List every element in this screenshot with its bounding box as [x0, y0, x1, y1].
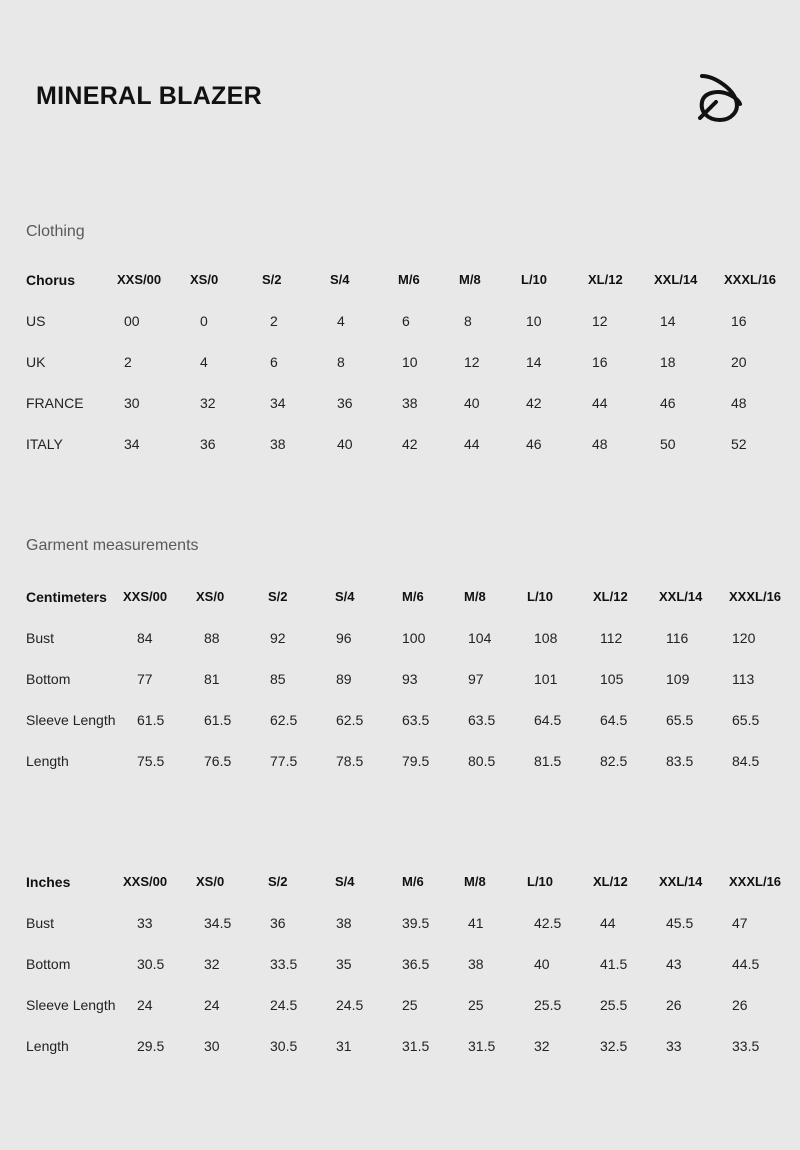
table-cell: 33.5: [270, 956, 298, 972]
table-cell: 16: [592, 354, 608, 370]
table-cell: 44: [464, 436, 480, 452]
table-cell: 18: [660, 354, 676, 370]
table-cell: 25: [468, 997, 484, 1013]
table-cell: 52: [731, 436, 747, 452]
table-cell: 81: [204, 671, 220, 687]
table-cell: 4: [200, 354, 208, 370]
table-cell: 64.5: [534, 712, 562, 728]
table-cell: 63.5: [468, 712, 496, 728]
table-cell: 32.5: [600, 1038, 628, 1054]
table-cell: 112: [600, 630, 623, 646]
table-cell: 30.5: [270, 1038, 298, 1054]
table-cell: 78.5: [336, 753, 364, 769]
size-header: XXL/14: [659, 589, 703, 604]
table-cell: 36: [337, 395, 353, 411]
size-header: S/4: [330, 272, 350, 287]
table-cell: 40: [464, 395, 480, 411]
table-row: [0, 436, 800, 477]
size-header: XS/0: [196, 874, 225, 889]
table-cell: 14: [526, 354, 542, 370]
table-cell: 84: [137, 630, 153, 646]
table-cell: 40: [534, 956, 550, 972]
table-cell: 29.5: [137, 1038, 165, 1054]
table-row: [0, 753, 800, 794]
table-cell: 46: [660, 395, 676, 411]
table-cell: 41.5: [600, 956, 628, 972]
table-cell: 63.5: [402, 712, 430, 728]
table-cell: 75.5: [137, 753, 165, 769]
table-cell: 12: [464, 354, 480, 370]
table-cell: 108: [534, 630, 558, 646]
clothing-header-row: [0, 272, 800, 313]
table-cell: 83.5: [666, 753, 694, 769]
table-cell: 82.5: [600, 753, 628, 769]
table-cell: 77.5: [270, 753, 298, 769]
table-cell: 62.5: [270, 712, 298, 728]
row-label: ITALY: [26, 436, 63, 452]
table-row: [0, 712, 800, 753]
table-cell: 48: [731, 395, 747, 411]
table-cell: 38: [336, 915, 352, 931]
table-cell: 30: [204, 1038, 220, 1054]
size-header: M/8: [459, 272, 481, 287]
table-cell: 33.5: [732, 1038, 760, 1054]
row-label: Sleeve Length: [26, 997, 116, 1013]
table-cell: 65.5: [732, 712, 760, 728]
table-header-label: Chorus: [26, 272, 75, 288]
table-cell: 00: [124, 313, 140, 329]
table-cell: 50: [660, 436, 676, 452]
size-header: M/6: [398, 272, 420, 287]
table-cell: 36: [200, 436, 216, 452]
table-cell: 6: [270, 354, 278, 370]
row-label: Bottom: [26, 956, 71, 972]
table-cell: 24.5: [270, 997, 298, 1013]
table-cell: 12: [592, 313, 608, 329]
table-cell: 92: [270, 630, 286, 646]
size-header: M/6: [402, 589, 424, 604]
size-header: L/10: [527, 874, 554, 889]
table-cell: 36: [270, 915, 286, 931]
size-header: M/8: [464, 589, 486, 604]
row-label: FRANCE: [26, 395, 84, 411]
size-header: S/4: [335, 874, 355, 889]
table-cell: 35: [336, 956, 352, 972]
table-cell: 6: [402, 313, 410, 329]
size-header: XL/12: [588, 272, 623, 287]
size-header: XXXL/16: [729, 874, 782, 889]
row-label: US: [26, 313, 46, 329]
page-title: MINERAL BLAZER: [36, 82, 262, 110]
size-header: XL/12: [593, 589, 628, 604]
table-cell: 96: [336, 630, 352, 646]
table-cell: 40: [337, 436, 353, 452]
table-cell: 100: [402, 630, 426, 646]
size-header: XXS/00: [123, 874, 168, 889]
table-cell: 43: [666, 956, 682, 972]
table-cell: 38: [468, 956, 484, 972]
table-cell: 84.5: [732, 753, 760, 769]
table-cell: 105: [600, 671, 624, 687]
table-cell: 10: [526, 313, 542, 329]
table-cell: 34: [124, 436, 140, 452]
table-cell: 24: [204, 997, 220, 1013]
table-cell: 16: [731, 313, 747, 329]
table-row: [0, 956, 800, 997]
size-header: XXXL/16: [724, 272, 777, 287]
table-cell: 44: [600, 915, 616, 931]
size-header: L/10: [521, 272, 548, 287]
size-header: XXS/00: [123, 589, 168, 604]
table-row: [0, 671, 800, 712]
table-cell: 10: [402, 354, 418, 370]
table-cell: 36.5: [402, 956, 430, 972]
table-cell: 41: [468, 915, 484, 931]
size-header: XXL/14: [659, 874, 703, 889]
size-header: XXS/00: [117, 272, 162, 287]
table-cell: 62.5: [336, 712, 364, 728]
table-cell: 46: [526, 436, 542, 452]
table-cell: 61.5: [137, 712, 165, 728]
size-header: XXL/14: [654, 272, 698, 287]
table-cell: 42: [526, 395, 542, 411]
size-header: M/8: [464, 874, 486, 889]
table-cell: 24: [137, 997, 153, 1013]
table-row: [0, 630, 800, 671]
table-cell: 101: [534, 671, 558, 687]
table-cell: 81.5: [534, 753, 562, 769]
table-cell: 42.5: [534, 915, 562, 931]
table-cell: 48: [592, 436, 608, 452]
centimeters-table: [0, 589, 800, 794]
table-cell: 61.5: [204, 712, 232, 728]
table-cell: 14: [660, 313, 676, 329]
table-cell: 76.5: [204, 753, 232, 769]
table-cell: 20: [731, 354, 747, 370]
table-header-label: Inches: [26, 874, 71, 890]
row-label: Bust: [26, 630, 55, 646]
table-cell: 31: [336, 1038, 352, 1054]
row-label: Sleeve Length: [26, 712, 116, 728]
table-cell: 64.5: [600, 712, 628, 728]
table-row: [0, 1038, 800, 1079]
size-header: S/2: [262, 272, 282, 287]
size-header: L/10: [527, 589, 554, 604]
table-cell: 80.5: [468, 753, 496, 769]
table-cell: 47: [732, 915, 748, 931]
table-cell: 45.5: [666, 915, 694, 931]
size-header: S/2: [268, 589, 288, 604]
table-cell: 26: [666, 997, 682, 1013]
section-title-clothing: Clothing: [26, 223, 85, 240]
table-cell: 25.5: [600, 997, 628, 1013]
table-cell: 44: [592, 395, 608, 411]
table-cell: 33: [666, 1038, 682, 1054]
table-cell: 97: [468, 671, 484, 687]
table-row: [0, 354, 800, 395]
centimeters-header-row: [0, 589, 800, 630]
table-cell: 38: [270, 436, 286, 452]
size-header: M/6: [402, 874, 424, 889]
inches-header-row: [0, 874, 800, 915]
table-row: [0, 915, 800, 956]
table-cell: 65.5: [666, 712, 694, 728]
row-label: Bust: [26, 915, 55, 931]
table-cell: 8: [464, 313, 472, 329]
size-header: XXXL/16: [729, 589, 782, 604]
table-cell: 2: [124, 354, 132, 370]
table-cell: 93: [402, 671, 418, 687]
table-cell: 79.5: [402, 753, 430, 769]
table-cell: 2: [270, 313, 278, 329]
size-header: S/2: [268, 874, 288, 889]
table-cell: 34: [270, 395, 286, 411]
table-row: [0, 313, 800, 354]
table-cell: 4: [337, 313, 345, 329]
size-header: XS/0: [196, 589, 225, 604]
clothing-size-table: [0, 272, 800, 477]
table-cell: 44.5: [732, 956, 760, 972]
table-cell: 32: [204, 956, 220, 972]
table-cell: 30.5: [137, 956, 165, 972]
table-row: [0, 395, 800, 436]
table-cell: 109: [666, 671, 690, 687]
table-cell: 26: [732, 997, 748, 1013]
table-cell: 42: [402, 436, 418, 452]
table-cell: 8: [337, 354, 345, 370]
table-cell: 31.5: [468, 1038, 496, 1054]
table-cell: 116: [666, 630, 689, 646]
table-cell: 32: [200, 395, 216, 411]
brand-logo-icon: [696, 72, 744, 124]
table-cell: 30: [124, 395, 140, 411]
table-cell: 85: [270, 671, 286, 687]
size-header: XL/12: [593, 874, 628, 889]
row-label: Length: [26, 1038, 69, 1054]
row-label: Length: [26, 753, 69, 769]
table-cell: 113: [732, 671, 755, 687]
table-cell: 120: [732, 630, 756, 646]
section-title-garment: Garment measurements: [26, 537, 199, 554]
table-cell: 25: [402, 997, 418, 1013]
table-cell: 25.5: [534, 997, 562, 1013]
table-cell: 0: [200, 313, 208, 329]
size-header: XS/0: [190, 272, 219, 287]
table-header-label: Centimeters: [26, 589, 107, 605]
size-header: S/4: [335, 589, 355, 604]
inches-table: [0, 874, 800, 1079]
table-cell: 88: [204, 630, 220, 646]
table-cell: 104: [468, 630, 492, 646]
table-cell: 33: [137, 915, 153, 931]
table-cell: 39.5: [402, 915, 430, 931]
table-cell: 31.5: [402, 1038, 430, 1054]
table-cell: 32: [534, 1038, 550, 1054]
table-row: [0, 997, 800, 1038]
table-cell: 77: [137, 671, 153, 687]
row-label: UK: [26, 354, 46, 370]
table-cell: 24.5: [336, 997, 364, 1013]
table-cell: 38: [402, 395, 418, 411]
row-label: Bottom: [26, 671, 71, 687]
table-cell: 89: [336, 671, 352, 687]
table-cell: 34.5: [204, 915, 232, 931]
